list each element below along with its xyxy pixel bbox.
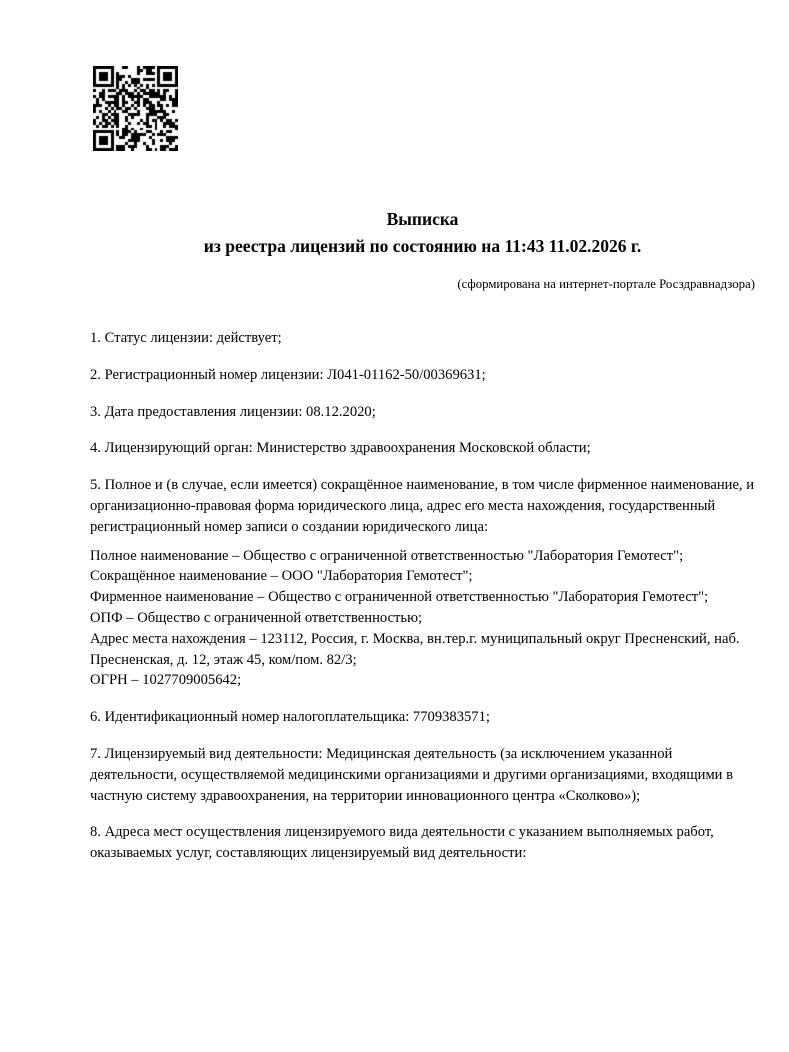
org-detail-ogrn: ОГРН – 1027709005642;	[90, 672, 242, 689]
document-content	[90, 0, 755, 864]
org-detail-legal-form: ОПФ – Общество с ограниченной ответственностью;	[90, 609, 423, 626]
document-body	[90, 328, 755, 864]
paragraph-activity-addresses-intro: 8. Адреса мест осуществления лицензируемого вида деятельности с указанием выполняемых работ, оказываемых услуг, составляющих лицензируемый вид деятельности:	[90, 824, 714, 862]
org-detail-address: Адрес места нахождения – 123112, Россия, г. Москва, вн.тер.г. муниципальный округ Пресненский, наб. Пресненская, д. 12, этаж 45, ком/пом. 82/3;	[90, 630, 740, 668]
title-line-2: из реестра лицензий по состоянию на 11:43 11.02.2026 г.	[203, 236, 642, 256]
paragraph-taxpayer-number: 6. Идентификационный номер налогоплательщика: 7709383571;	[90, 709, 490, 726]
org-detail-full-name: Полное наименование – Общество с ограниченной ответственностью "Лаборатория Гемотест";	[90, 547, 684, 564]
title-line-1: Выписка	[386, 209, 459, 229]
org-detail-brand-name: Фирменное наименование – Общество с ограниченной ответственностью "Лаборатория Гемотест";	[90, 589, 709, 606]
paragraph-grant-date: 3. Дата предоставления лицензии: 08.12.2020;	[90, 403, 376, 420]
organization-details-block	[90, 546, 755, 692]
document-title	[90, 206, 755, 260]
paragraph-licensing-authority: 4. Лицензирующий орган: Министерство здравоохранения Московской области;	[90, 440, 591, 457]
qr-code-icon	[93, 66, 178, 151]
formation-note: (сформирована на интернет-портале Росздравнадзора)	[457, 277, 755, 291]
paragraph-licensed-activity: 7. Лицензируемый вид деятельности: Медицинская деятельность (за исключением указанной деятельности, осуществляемой медицинскими организациями и другими организациями, входящими в частную систему здравоохранения, на территории инновационного центра «Сколково»);	[90, 745, 734, 804]
paragraph-organization-intro: 5. Полное и (в случае, если имеется) сокращённое наименование, в том числе фирменное наименование, и организационно-правовая форма юридического лица, адрес его места нахождения, государственный регистрационный номер записи о создании юридического лица:	[90, 477, 755, 535]
org-detail-short-name: Сокращённое наименование – ООО "Лаборатория Гемотест";	[90, 568, 473, 585]
paragraph-registration-number: 2. Регистрационный номер лицензии: Л041-01162-50/00369631;	[90, 366, 486, 383]
paragraph-license-status: 1. Статус лицензии: действует;	[90, 330, 282, 346]
